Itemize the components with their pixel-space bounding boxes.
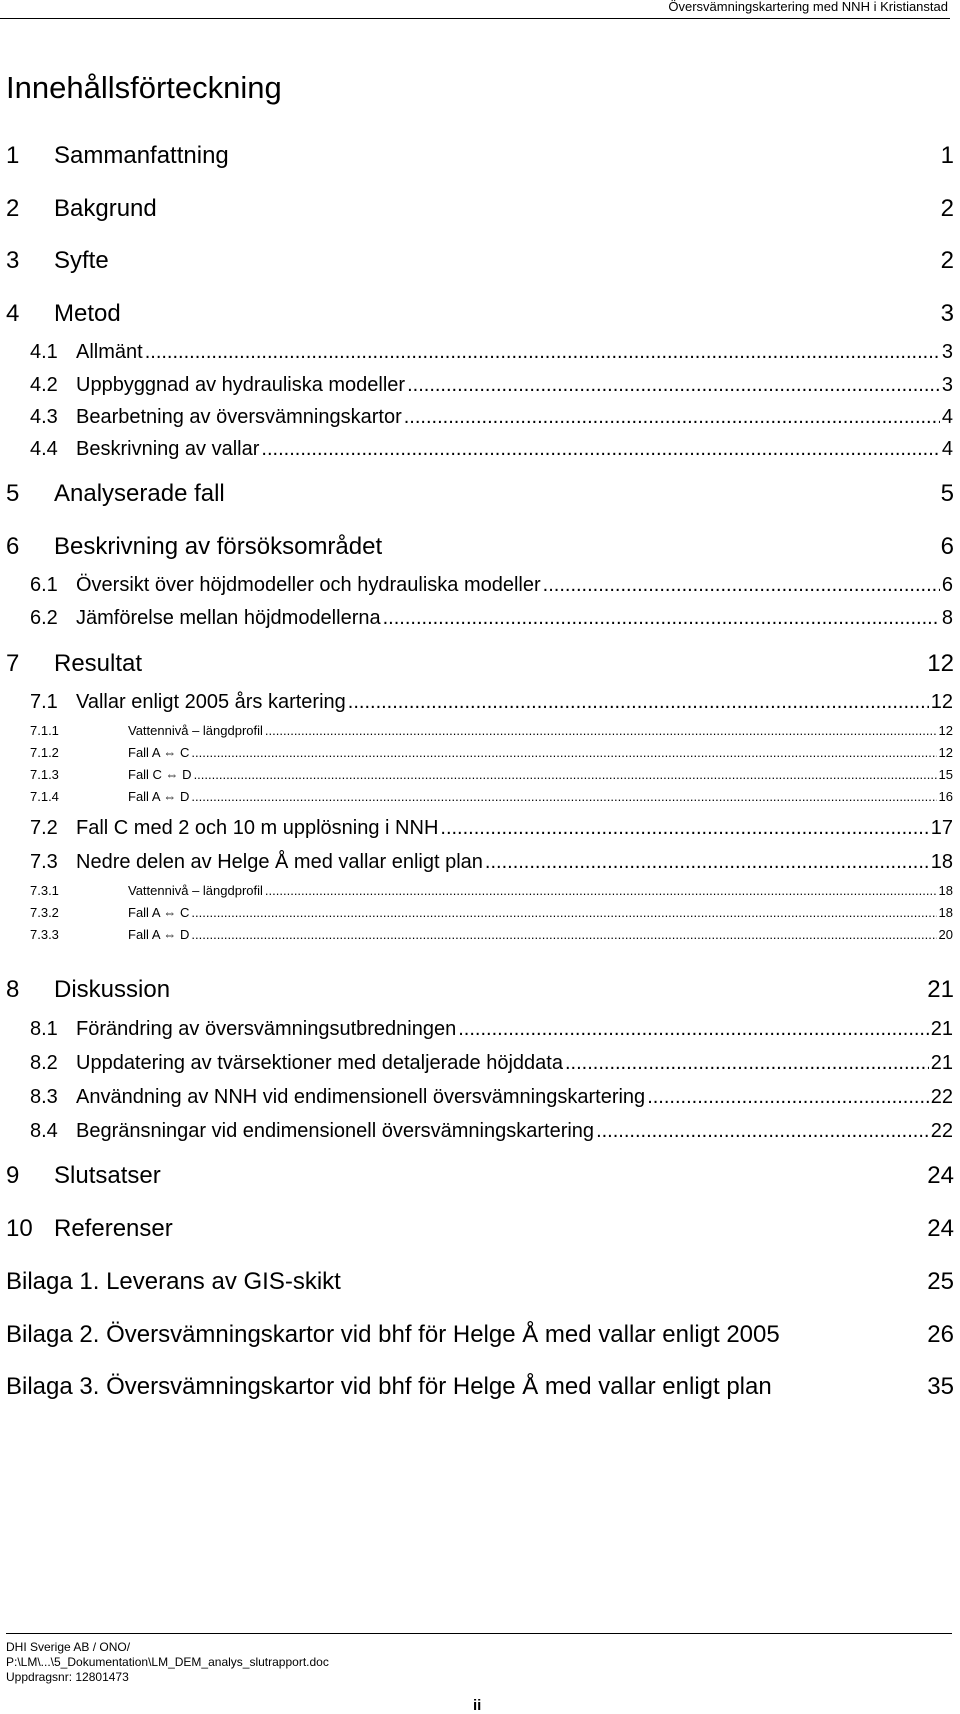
toc-number: 9 [6,1162,20,1189]
toc-number: 2 [6,195,20,222]
toc-leader [145,341,940,364]
toc-appendix-entry[interactable] [6,1373,954,1401]
toc-title: Uppbyggnad av hydrauliska modeller [76,374,406,396]
toc-leader [440,817,928,840]
toc-page: 18 [938,905,953,920]
toc-title: Allmänt [76,341,143,363]
toc-entry[interactable] [30,883,953,898]
toc-title: Begränsningar vid endimensionell översvämningskartering [76,1120,595,1142]
appendix-page: 35 [927,1373,954,1400]
toc-number: 7.1.4 [30,789,59,804]
toc-leader [543,574,940,597]
toc-leader [458,1018,929,1041]
toc-entry[interactable] [30,723,953,738]
toc-entry[interactable] [30,1086,953,1109]
toc-entry[interactable] [6,142,954,170]
toc-number: 7.3.3 [30,927,59,942]
footer-assignment: Uppdragsnr: 12801473 [6,1670,129,1684]
toc-title: Uppdatering av tvärsektioner med detaljerade höjddata [76,1052,563,1074]
toc-title: Syfte [54,247,109,274]
toc-entry[interactable] [30,905,953,920]
toc-entry[interactable] [30,927,953,942]
toc-leader [265,883,937,898]
toc-entry[interactable] [30,691,953,714]
toc-number: 4.1 [30,341,58,363]
toc-entry[interactable] [30,1018,953,1041]
toc-title: Vattennivå – längdprofil [128,883,263,898]
page-footer [6,1640,329,1685]
toc-leader [647,1086,929,1109]
toc-page: 12 [938,723,953,738]
toc-entry[interactable] [30,817,953,840]
toc-entry[interactable] [30,406,953,429]
toc-appendix-entry[interactable] [6,1321,954,1349]
toc-title: Metod [54,300,121,327]
toc-page: 4 [941,438,953,460]
toc-entry[interactable] [30,851,953,874]
toc-leader [485,851,929,874]
toc-title: Analyserade fall [54,480,225,507]
toc-page: 4 [941,406,953,428]
toc-page: 21 [927,976,954,1003]
toc-page: 24 [927,1215,954,1242]
toc-entry[interactable] [6,533,954,561]
toc-number: 8.3 [30,1086,58,1108]
toc-title: Beskrivning av försöksområdet [54,533,383,560]
appendix-page: 25 [927,1268,954,1295]
toc-number: 1 [6,142,20,169]
toc-leader [348,691,929,714]
toc-entry[interactable] [30,374,953,397]
toc-title: Jämförelse mellan höjdmodellerna [76,607,381,629]
toc-number: 8.2 [30,1052,58,1074]
page-header [0,0,950,19]
toc-page: 12 [930,691,953,713]
toc-entry[interactable] [6,480,954,508]
toc-entry[interactable] [30,789,953,804]
toc-leader [265,723,937,738]
toc-page: 21 [930,1018,953,1040]
toc-entry[interactable] [6,195,954,223]
toc-page: 15 [938,767,953,782]
toc-page: 2 [940,247,954,274]
toc-number: 8.4 [30,1120,58,1142]
toc-page: 1 [940,142,954,169]
toc-page: 12 [938,745,953,760]
toc-entry[interactable] [6,1162,954,1190]
toc-page: 18 [938,883,953,898]
toc-page: 21 [930,1052,953,1074]
appendix-title: Bilaga 1. Leverans av GIS-skikt [6,1268,341,1295]
toc-title: Resultat [54,650,143,677]
toc-leader [404,406,940,429]
toc-page: 6 [940,533,954,560]
toc-leader [191,789,936,804]
toc-number: 7.2 [30,817,58,839]
toc-page: 2 [940,195,954,222]
toc-number: 7.1.3 [30,767,59,782]
toc-title: Fall C med 2 och 10 m upplösning i NNH [76,817,439,839]
toc-number: 5 [6,480,20,507]
toc-title: Nedre delen av Helge Å med vallar enligt plan [76,851,483,873]
toc-leader [191,905,936,920]
toc-entry[interactable] [6,1215,954,1243]
toc-leader [191,927,936,942]
toc-leader [191,745,936,760]
toc-title: Fall C ⇔ D [128,767,192,782]
toc-title: Fall A ⇔ C [128,905,190,920]
toc-entry[interactable] [30,745,953,760]
toc-page: 12 [927,650,954,677]
toc-appendix-entry[interactable] [6,1268,954,1296]
toc-page: 3 [940,300,954,327]
toc-title: Fall A ⇔ D [128,789,190,804]
toc-leader [194,767,937,782]
footer-divider [6,1633,952,1634]
toc-page: 5 [940,480,954,507]
toc-leader [261,438,939,461]
toc-leader [596,1120,929,1143]
toc-title: Förändring av översvämningsutbredningen [76,1018,457,1040]
toc-leader [407,374,940,397]
toc-entry[interactable] [6,247,954,275]
toc-title: Bearbetning av översvämningskartor [76,406,402,428]
toc-leader [383,607,940,630]
toc-title: Användning av NNH vid endimensionell översvämningskartering [76,1086,646,1108]
toc-entry[interactable] [30,607,953,630]
page-number: ii [473,1697,482,1714]
toc-page: 18 [930,851,953,873]
toc-page: 20 [938,927,953,942]
toc-leader [565,1052,929,1075]
toc-number: 7.3 [30,851,58,873]
toc-number: 6.1 [30,574,58,596]
toc-page: 3 [941,341,953,363]
footer-company: DHI Sverige AB / ONO/ [6,1640,131,1654]
appendix-title: Bilaga 3. Översvämningskartor vid bhf för Helge Å med vallar enligt plan [6,1373,772,1400]
toc-page: 6 [941,574,953,596]
toc-title: Vallar enligt 2005 års kartering [76,691,346,713]
footer-path: P:\LM\...\5_Dokumentation\LM_DEM_analys_slutrapport.doc [6,1655,329,1669]
appendix-page: 26 [927,1321,954,1348]
toc-number: 4.4 [30,438,58,460]
toc-number: 6.2 [30,607,58,629]
toc-page: 3 [941,374,953,396]
toc-entry[interactable] [30,767,953,782]
toc-number: 4.2 [30,374,58,396]
toc-page: 22 [930,1120,953,1142]
toc-title: Diskussion [54,976,171,1003]
toc-entry[interactable] [30,438,953,461]
toc-number: 4.3 [30,406,58,428]
appendix-title: Bilaga 2. Översvämningskartor vid bhf för Helge Å med vallar enligt 2005 [6,1321,780,1348]
toc-entry[interactable] [6,976,954,1004]
toc-entry[interactable] [30,341,953,364]
toc-entry[interactable] [30,1052,953,1075]
page-title: Innehållsförteckning [6,70,282,105]
toc-number: 6 [6,533,20,560]
toc-title: Fall A ⇔ C [128,745,190,760]
toc-number: 8.1 [30,1018,58,1040]
toc-number: 7.1.2 [30,745,59,760]
toc-entry[interactable] [6,300,954,328]
toc-number: 7.3.2 [30,905,59,920]
toc-page: 17 [930,817,953,839]
toc-page: 16 [938,789,953,804]
toc-title: Fall A ⇔ D [128,927,190,942]
toc-entry[interactable] [30,1120,953,1143]
toc-number: 10 [6,1215,33,1242]
toc-title: Referenser [54,1215,173,1242]
toc-page: 8 [941,607,953,629]
toc-title: Beskrivning av vallar [76,438,260,460]
toc-number: 7 [6,650,20,677]
header-text: Översvämningskartering med NNH i Kristianstad [668,0,948,14]
toc-number: 7.1 [30,691,58,713]
toc-entry[interactable] [30,574,953,597]
toc-number: 7.3.1 [30,883,59,898]
toc-number: 7.1.1 [30,723,59,738]
toc-title: Slutsatser [54,1162,161,1189]
toc-title: Vattennivå – längdprofil [128,723,263,738]
toc-title: Bakgrund [54,195,157,222]
toc-title: Sammanfattning [54,142,229,169]
toc-number: 3 [6,247,20,274]
toc-entry[interactable] [6,650,954,678]
toc-number: 4 [6,300,20,327]
toc-title: Översikt över höjdmodeller och hydrauliska modeller [76,574,541,596]
toc-number: 8 [6,976,20,1003]
toc-page: 22 [930,1086,953,1108]
toc-page: 24 [927,1162,954,1189]
